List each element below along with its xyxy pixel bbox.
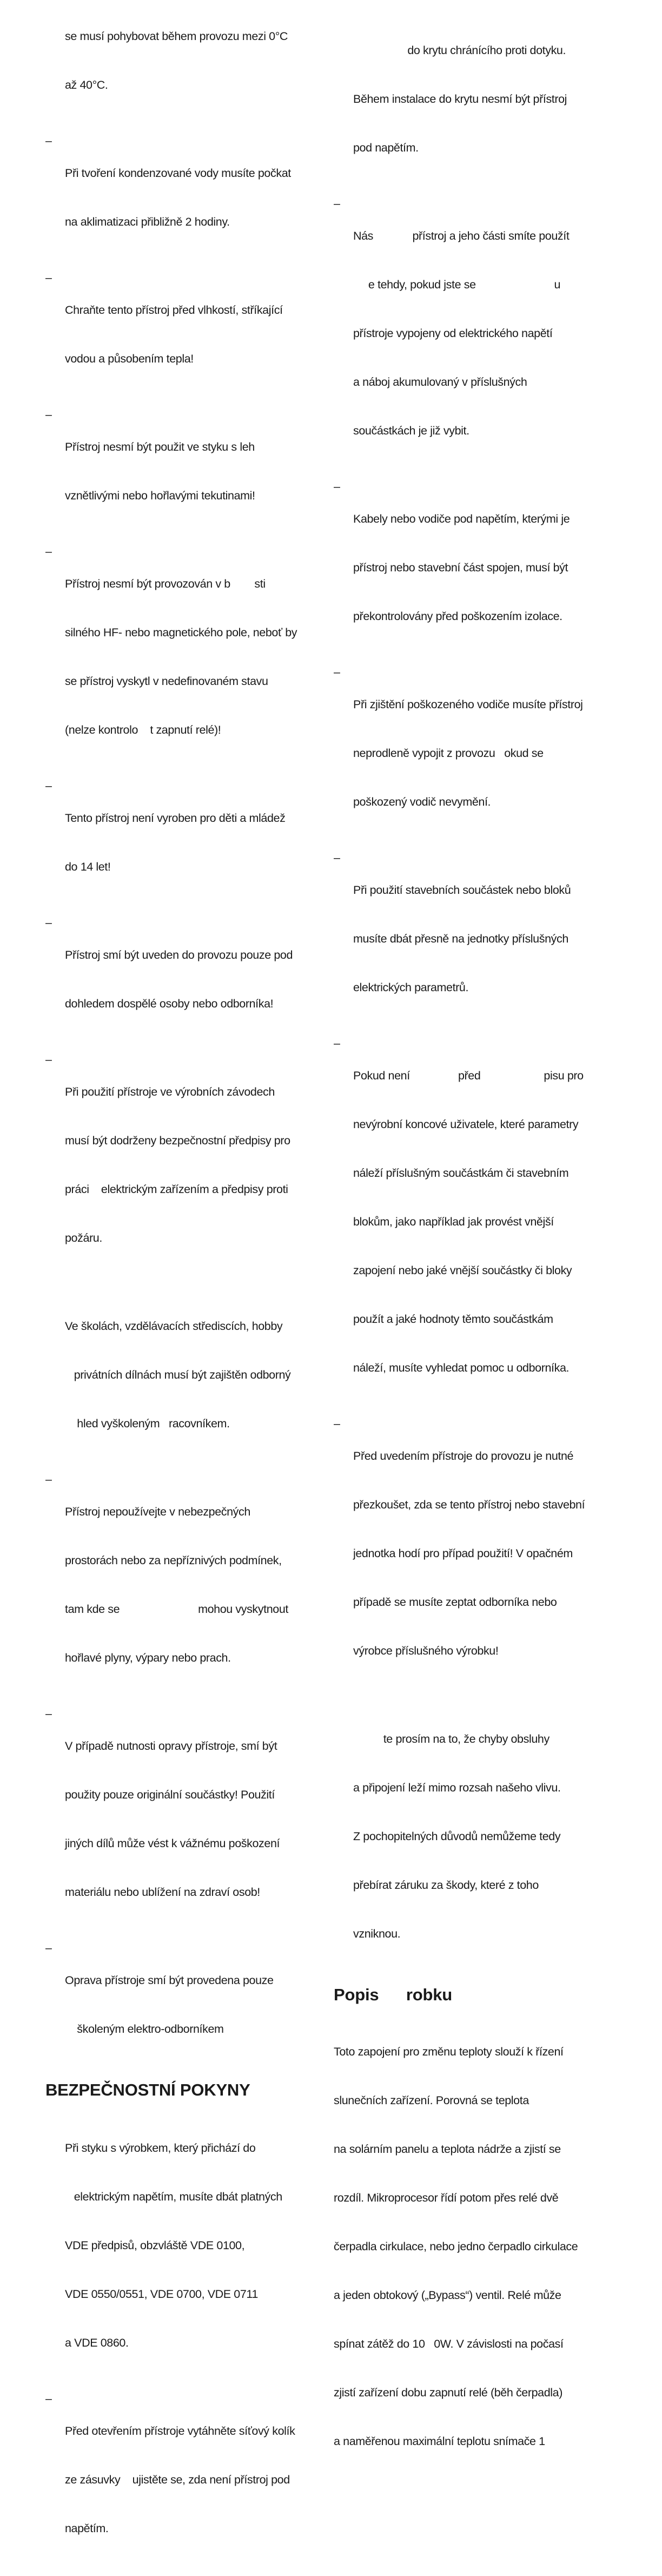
text-line: Přístroj nepoužívejte v nebezpečných <box>65 1505 250 1518</box>
list-item <box>45 1051 310 1279</box>
text-line: a náboj akumulovaný v příslušných <box>353 375 527 388</box>
left-top-item-continuation <box>45 0 310 126</box>
text-line: poškozený vodič nevymění. <box>353 795 491 808</box>
text-line: Oprava přístroje smí být provedena pouze <box>65 1974 274 1987</box>
text-line: prostorách nebo za nepříznivých podmínek, <box>65 1554 282 1567</box>
bullet-dash: – <box>45 408 52 421</box>
text-line: čerpadla cirkulace, nebo jedno čerpadlo cirkulace <box>334 2240 578 2253</box>
text-line: Ve školách, vzdělávacích střediscích, hobby <box>65 1320 283 1333</box>
text-line: pod napětím. <box>353 141 419 154</box>
list-item <box>45 1705 310 1933</box>
text-line: zjistí zařízení dobu zapnutí relé (běh čerpadla) <box>334 2386 562 2399</box>
text-line: použít a jaké hodnoty těmto součástkám <box>353 1313 553 1326</box>
bullet-dash: – <box>45 1053 52 1066</box>
text-line: slunečních zařízení. Porovná se teplota <box>334 2094 529 2107</box>
text-line: nevýrobní koncové uživatele, které parametry <box>353 1118 579 1131</box>
text-line: Přístroj nesmí být použit ve styku s leh <box>65 440 255 453</box>
text-line: Tento přístroj není vyroben pro děti a mládež <box>65 812 286 825</box>
text-line: požáru. <box>65 1231 102 1244</box>
list-item <box>334 1035 599 1408</box>
list-item <box>45 2390 310 2569</box>
text-line: e tehdy, pokud jste se u <box>353 278 561 291</box>
text-line: výrobce příslušného výrobku! <box>353 1644 499 1657</box>
text-line: rozdíl. Mikroprocesor řídí potom přes relé dvě <box>334 2191 559 2204</box>
text-line: a jeden obtokový („Bypass“) ventil. Relé může <box>334 2289 561 2302</box>
bullet-dash: – <box>45 1941 52 1954</box>
text-line: přebírat záruku za škody, které z toho <box>353 1879 539 1892</box>
text-line: blokům, jako například jak provést vnější <box>353 1215 554 1228</box>
text-line: Při použití přístroje ve výrobních závodech <box>65 1085 275 1098</box>
text-line: Při styku s výrobkem, který přichází do <box>65 2142 256 2155</box>
bullet-dash: – <box>45 1473 52 1486</box>
text-line: silného HF- nebo magnetického pole, neboť by <box>65 626 297 639</box>
text-line: překontrolovány před poškozením izolace. <box>353 610 562 623</box>
text-line: práci elektrickým zařízením a předpisy proti <box>65 1183 288 1196</box>
text-line: Toto zapojení pro změnu teploty slouží k řízení <box>334 2045 564 2058</box>
text-line: vzniknou. <box>353 1927 401 1940</box>
right-column <box>334 10 599 2482</box>
text-line: do 14 let! <box>65 860 111 873</box>
text-line: Přístroj smí být uveden do provozu pouze pod <box>65 948 293 961</box>
bullet-dash: – <box>334 197 340 210</box>
text-line: VDE předpisů, obzvláště VDE 0100, <box>65 2239 245 2252</box>
text-line: tam kde se mohou vyskytnout <box>65 1603 288 1616</box>
list-item <box>334 1415 599 1691</box>
text-line: náleží příslušným součástkám či stavebním <box>353 1167 569 1180</box>
text-line: ze zásuvky ujistěte se, zda není přístroj pod <box>65 2473 290 2486</box>
text-line: vznětlivými nebo hořlavými tekutinami! <box>65 489 255 502</box>
text-line: Při zjištění poškozeného vodiče musíte přístroj <box>353 698 583 711</box>
list-item <box>45 269 310 399</box>
list-item <box>45 1471 310 1698</box>
text-line: te prosím na to, že chyby obsluhy <box>353 1732 550 1745</box>
text-line: privátních dílnách musí být zajištěn odborný <box>65 1368 291 1381</box>
text-line: spínat zátěž do 10 0W. V závislosti na počasí <box>334 2337 564 2350</box>
list-item <box>334 849 599 1028</box>
text-line: musíte dbát přesně na jednotky příslušných <box>353 932 568 945</box>
text-line: Z pochopitelných důvodů nemůžeme tedy <box>353 1830 561 1843</box>
bullet-dash: – <box>45 271 52 284</box>
text-line: Před uvedením přístroje do provozu je nutné <box>353 1450 574 1462</box>
text-line: neprodleně vypojit z provozu okud se <box>353 747 544 760</box>
bullet-dash: – <box>334 480 340 493</box>
bullet-dash: – <box>334 666 340 678</box>
text-line: elektrických parametrů. <box>353 981 469 994</box>
text-line: V případě nutnosti opravy přístroje, smí být <box>65 1740 277 1753</box>
text-line: na aklimatizaci přibližně 2 hodiny. <box>65 215 230 228</box>
bullet-dash: – <box>45 545 52 558</box>
text-line: materiálu nebo ublížení na zdraví osob! <box>65 1886 260 1899</box>
bullet-dash: – <box>334 1037 340 1050</box>
text-line: a naměřenou maximální teplotu snímače 1 <box>334 2435 545 2448</box>
text-line: do krytu chránícího proti dotyku. <box>353 44 566 57</box>
text-line: náleží, musíte vyhledat pomoc u odborníka. <box>353 1361 570 1374</box>
text-line: Kabely nebo vodiče pod napětím, kterými je <box>353 512 570 525</box>
list-item <box>45 778 310 907</box>
text-line: součástkách je již vybit. <box>353 424 469 437</box>
list-item <box>334 478 599 657</box>
text-line: musí být dodrženy bezpečnostní předpisy pro <box>65 1134 290 1147</box>
list-item <box>45 914 310 1044</box>
bullet-dash: – <box>334 1417 340 1430</box>
text-line: elektrickým napětím, musíte dbát platných <box>65 2190 282 2203</box>
vde-paragraph <box>45 2107 310 2383</box>
list-item <box>45 543 310 770</box>
safety-heading: BEZPEČNOSTNÍ POKYNY <box>45 2080 250 2099</box>
bullet-dash: – <box>45 916 52 929</box>
left-column <box>45 0 310 2576</box>
text-line: a připojení leží mimo rozsah našeho vlivu. <box>353 1781 561 1794</box>
text-line: hled vyškoleným racovníkem. <box>65 1417 230 1430</box>
text-line: dohledem dospělé osoby nebo odborníka! <box>65 997 274 1010</box>
text-line: VDE 0550/0551, VDE 0700, VDE 0711 <box>65 2288 258 2301</box>
list-item <box>45 1940 310 2070</box>
bullet-dash: – <box>45 1707 52 1720</box>
text-line: vodou a působením tepla! <box>65 352 194 365</box>
text-line: Chraňte tento přístroj před vlhkostí, stříkající <box>65 304 283 317</box>
text-line: jednotka hodí pro případ použití! V opačném <box>353 1547 573 1560</box>
bullet-dash: – <box>45 134 52 147</box>
product-description <box>334 2011 599 2482</box>
list-item <box>334 195 599 471</box>
text-line: Při použití stavebních součástek nebo bloků <box>353 884 571 897</box>
bullet-dash: – <box>45 2392 52 2405</box>
text-line: Pokud není před pisu pro <box>353 1069 584 1082</box>
text-line: hořlavé plyny, výpary nebo prach. <box>65 1651 231 1664</box>
text-line: Nás přístroj a jeho části smíte použít <box>353 229 570 242</box>
text-line: až 40°C. <box>65 78 108 91</box>
text-line: se přístroj vyskytl v nedefinovaném stavu <box>65 675 268 688</box>
text-line: Při tvoření kondenzované vody musíte počkat <box>65 167 291 180</box>
text-line: Před otevřením přístroje vytáhněte síťový kolík <box>65 2425 295 2437</box>
product-description-heading: Popis robku <box>334 1985 452 2004</box>
list-item <box>45 406 310 536</box>
text-line: přístroje vypojeny od elektrického napětí <box>353 327 553 340</box>
text-line: se musí pohybovat během provozu mezi 0°C <box>65 30 288 43</box>
text-line: jiných dílů může vést k vážnému poškození <box>65 1837 280 1850</box>
text-line: na solárním panelu a teplota nádrže a zjistí se <box>334 2143 561 2156</box>
list-item <box>334 664 599 842</box>
right-top-item-continuation <box>334 10 599 188</box>
text-line: přezkoušet, zda se tento přístroj nebo stavební <box>353 1498 585 1511</box>
text-line: zapojení nebo jaké vnější součástky či bloky <box>353 1264 572 1277</box>
text-line: napětím. <box>65 2522 109 2535</box>
text-line: Přístroj nesmí být provozován v b sti <box>65 577 266 590</box>
text-line: přístroj nebo stavební část spojen, musí být <box>353 561 568 574</box>
school-paragraph <box>45 1286 310 1464</box>
liability-note <box>334 1698 599 1974</box>
text-line: případě se musíte zeptat odborníka nebo <box>353 1596 557 1609</box>
list-item <box>45 133 310 262</box>
text-line: a VDE 0860. <box>65 2336 129 2349</box>
text-line: (nelze kontrolo t zapnutí relé)! <box>65 723 221 736</box>
text-line: Během instalace do krytu nesmí být přístroj <box>353 93 567 106</box>
bullet-dash: – <box>334 851 340 864</box>
bullet-dash: – <box>45 779 52 792</box>
text-line: školeným elektro-odborníkem <box>65 2022 224 2035</box>
text-line: použity pouze originální součástky! Použití <box>65 1788 275 1801</box>
